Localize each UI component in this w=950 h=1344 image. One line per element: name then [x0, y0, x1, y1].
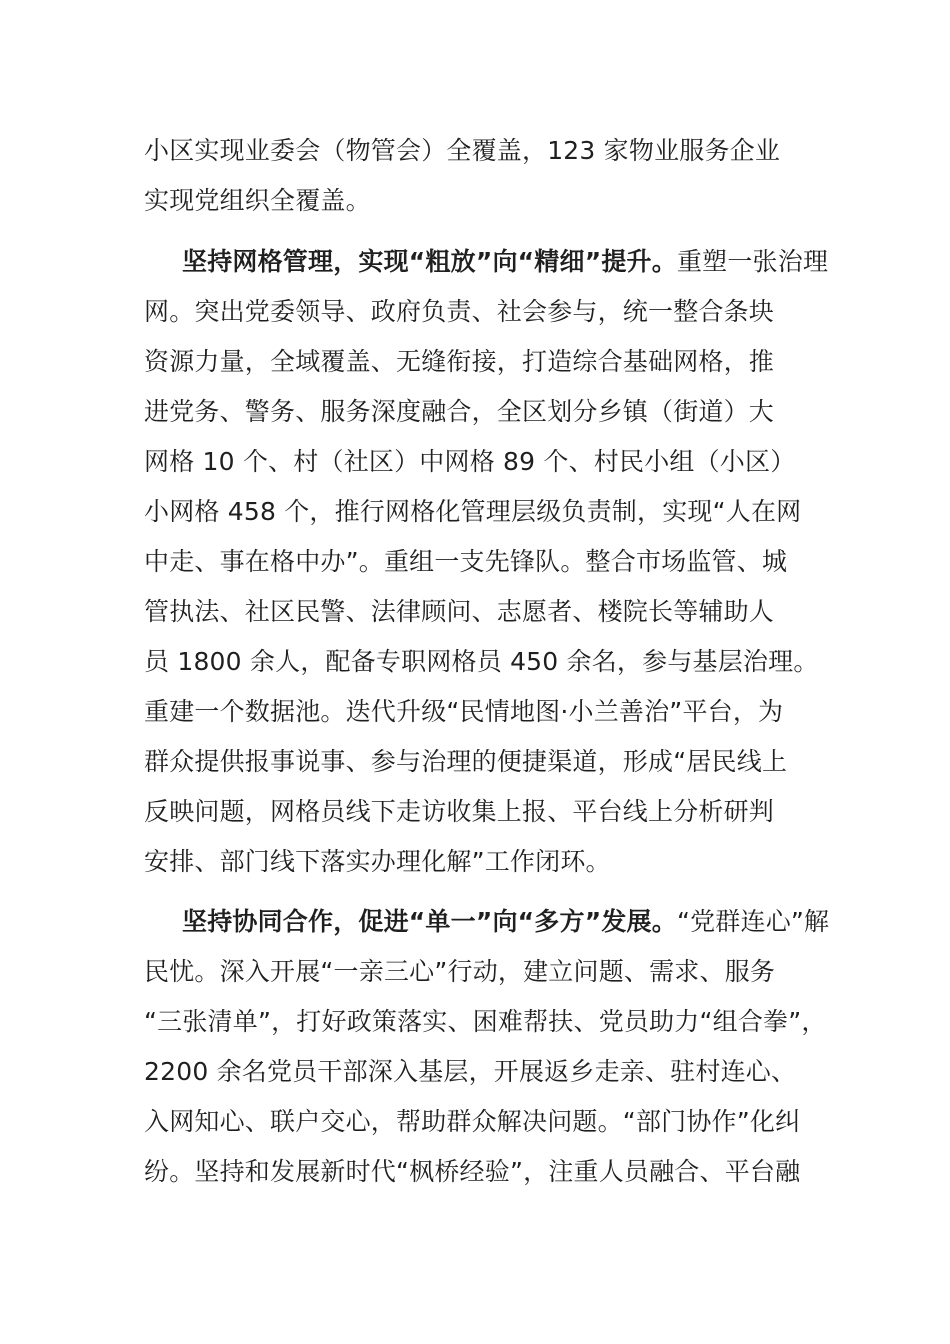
- text-line: [144, 395, 844, 429]
- line-text: 员 1800 余人，配备专职网格员 450 余名，参与基层治理。: [144, 647, 819, 676]
- text-line: [144, 1155, 844, 1189]
- line-text: 安排、部门线下落实办理化解”工作闭环。: [144, 847, 611, 876]
- text-line: [144, 645, 844, 679]
- text-line: [144, 1055, 844, 1089]
- paragraph-lead-heading: 坚持协同合作，促进“单一”向“多方”发展。: [182, 907, 677, 936]
- line-text: 管执法、社区民警、法律顾问、志愿者、楼院长等辅助人: [144, 597, 775, 626]
- line-text: 纷。坚持和发展新时代“枫桥经验”，注重人员融合、平台融: [144, 1157, 801, 1186]
- text-line: [144, 545, 844, 579]
- paragraph-lead-heading: 坚持网格管理，实现“粗放”向“精细”提升。: [182, 247, 677, 276]
- text-line: [144, 1105, 844, 1139]
- line-text: 重建一个数据池。迭代升级“民情地图·小兰善治”平台，为: [144, 697, 784, 726]
- line-text: 实现党组织全覆盖。: [144, 186, 371, 215]
- line-text: 民忧。深入开展“一亲三心”行动，建立问题、需求、服务: [144, 957, 776, 986]
- line-text: 进党务、警务、服务深度融合，全区划分乡镇（街道）大: [144, 397, 775, 426]
- line-text: “三张清单”，打好政策落实、困难帮扶、党员助力“组合拳”，: [144, 1007, 827, 1036]
- text-line: [144, 184, 844, 218]
- line-text: 入网知心、联户交心，帮助群众解决问题。“部门协作”化纠: [144, 1107, 801, 1136]
- line-text: 网。突出党委领导、政府负责、社会参与，统一整合条块: [144, 297, 775, 326]
- line-text: 小网格 458 个，推行网格化管理层级负责制，实现“人在网: [144, 497, 802, 526]
- text-line: [144, 495, 844, 529]
- text-line: [144, 134, 844, 168]
- text-line: [144, 295, 844, 329]
- paragraph-start-line: [182, 245, 882, 279]
- line-text: 2200 余名党员干部深入基层，开展返乡走亲、驻村连心、: [144, 1057, 797, 1086]
- line-text: 反映问题，网格员线下走访收集上报、平台线上分析研判: [144, 797, 775, 826]
- text-line: [144, 695, 844, 729]
- line-text: 小区实现业委会（物管会）全覆盖，123 家物业服务企业: [144, 136, 781, 165]
- text-line: [144, 445, 844, 479]
- line-text: 群众提供报事说事、参与治理的便捷渠道，形成“居民线上: [144, 747, 788, 776]
- line-text: 中走、事在格中办”。重组一支先锋队。整合市场监管、城: [144, 547, 788, 576]
- line-text: 重塑一张治理: [676, 247, 829, 276]
- line-text: “党群连心”解: [676, 907, 830, 936]
- line-text: 网格 10 个、村（社区）中网格 89 个、村民小组（小区）: [144, 447, 796, 476]
- text-line: [144, 1005, 844, 1039]
- text-line: [144, 595, 844, 629]
- text-line: [144, 345, 844, 379]
- text-line: [144, 795, 844, 829]
- line-text: 资源力量，全域覆盖、无缝衔接，打造综合基础网格，推: [144, 347, 775, 376]
- text-line: [144, 955, 844, 989]
- text-line: [144, 845, 844, 879]
- text-line: [144, 745, 844, 779]
- paragraph-start-line: [182, 905, 882, 939]
